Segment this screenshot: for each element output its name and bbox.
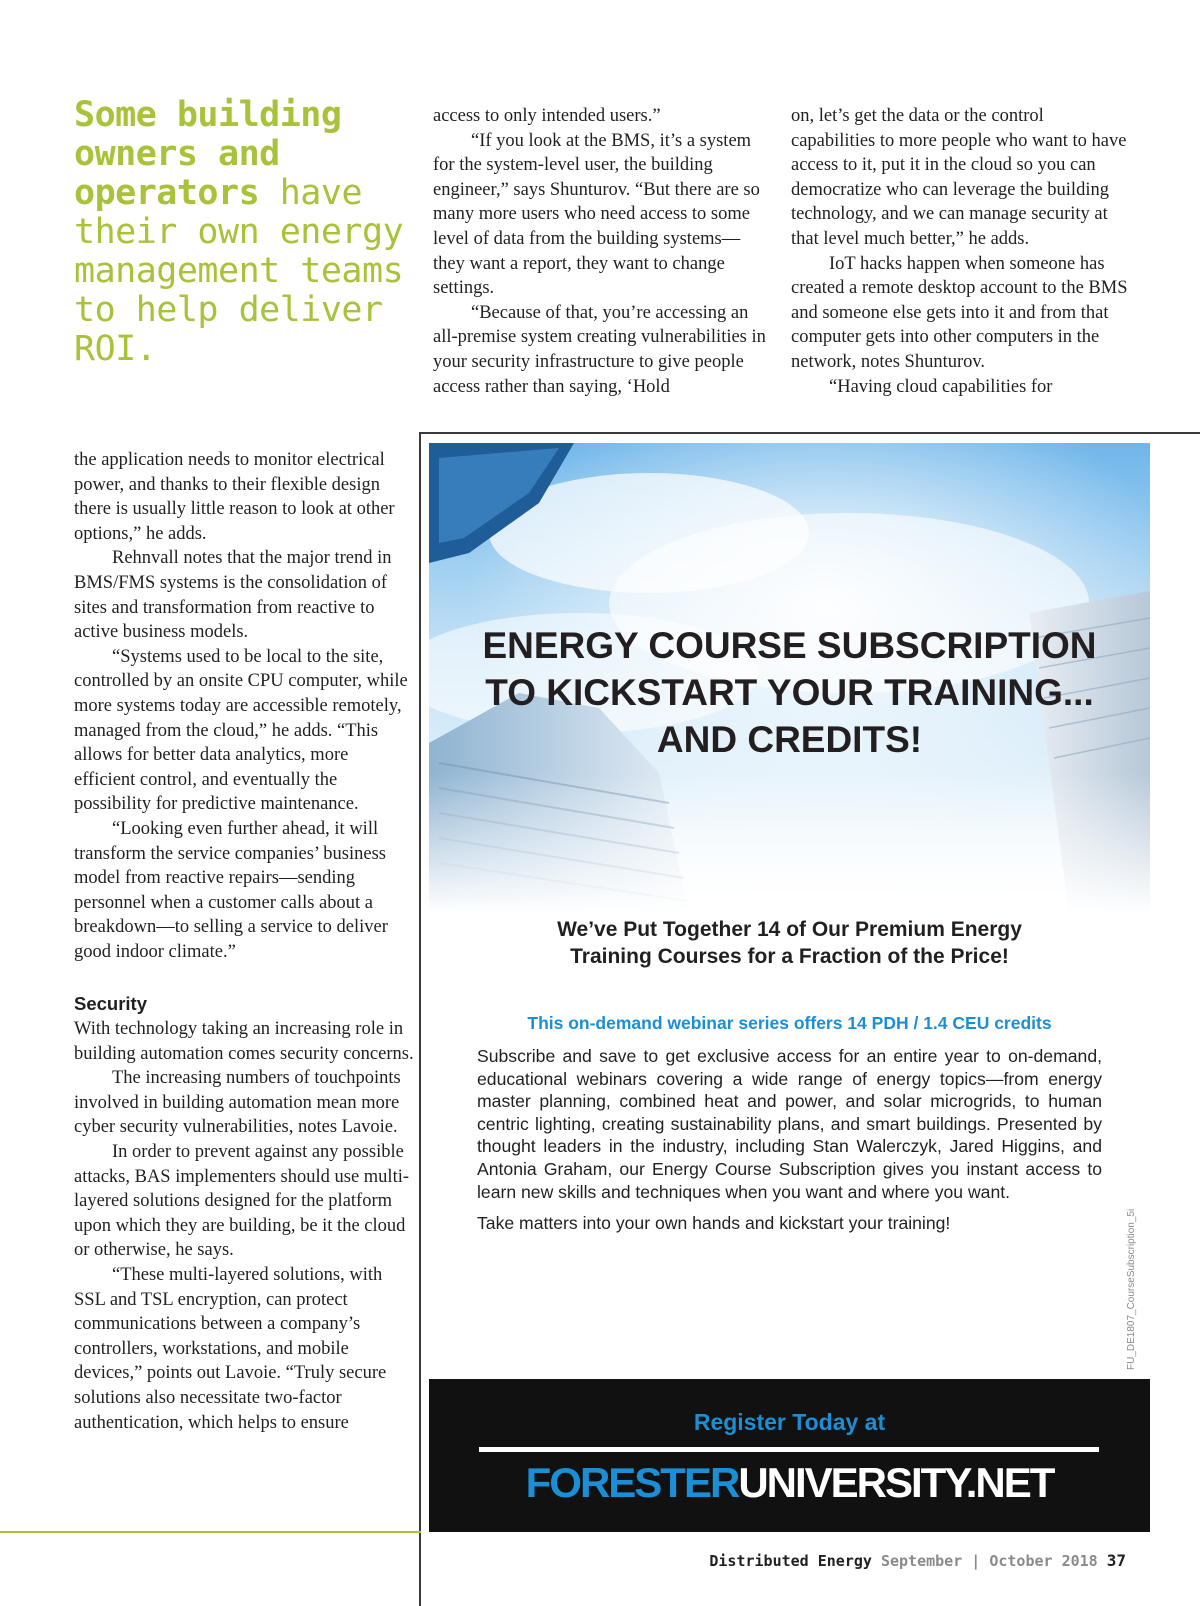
article-paragraph: “Because of that, you’re accessing an all-premise system creating vulnerabilities in your security infrastructure to give people access rather than saying, ‘Hold [433, 302, 766, 397]
ad-subhead-line: Training Courses for a Fraction of the Price! [570, 945, 1009, 968]
article-paragraph: the application needs to monitor electrical power, and thanks to their flexible design there is usually little reason to look at other options,” he adds. [74, 450, 395, 544]
article-column-top-middle [433, 104, 769, 399]
pull-quote-regular: have their own energy management teams to help deliver ROI. [74, 173, 404, 369]
article-paragraph: With technology taking an increasing role in building automation comes security concerns. [74, 1019, 414, 1064]
page-number: 37 [1106, 1551, 1126, 1570]
ad-headline [429, 622, 1150, 763]
ad-subhead [429, 916, 1150, 970]
ad-body-paragraph: Subscribe and save to get exclusive access for an entire year to on-demand, educational webinars covering a wide range of energy topics—from energy master planning, combined heat and power, and solar microgrids, to human centric lighting, creating sustainability plans, and smart buildings. Presented by thought leaders in the industry, including Stan Walerczyk, Jared Higgins, and Antonia Graham, our Energy Course Subscription gives you instant access to learn new skills and techniques when you want and where you want. [477, 1046, 1102, 1202]
article-paragraph: “Systems used to be local to the site, controlled by an onsite CPU computer, while more systems today are accessible remotely, managed from the cloud,” he adds. “This allows for better data analytics, more efficient control, and eventually the possibility for predictive maintenance. [74, 646, 408, 815]
ad-headline-line: TO KICKSTART YOUR TRAINING... [485, 672, 1094, 713]
article-column-left [74, 448, 414, 1435]
ad-frame-top-rule [419, 432, 1200, 434]
page-footer [709, 1551, 1126, 1570]
ad-headline-line: ENERGY COURSE SUBSCRIPTION [482, 625, 1097, 666]
bottom-green-rule [0, 1531, 421, 1533]
ad-frame-left-rule [419, 432, 421, 1606]
ad-call-to-action: Take matters into your own hands and kickstart your training! [477, 1213, 951, 1234]
article-paragraph: “Having cloud capabilities for [829, 376, 1053, 397]
footer-issue-date: September | October 2018 [880, 1552, 1098, 1570]
article-paragraph: IoT hacks happen when someone has created a remote desktop account to the BMS and someone else gets into it and from that computer gets into other computers in the network, notes Shunturov. [791, 253, 1128, 372]
left-column-paragraphs-security [74, 1017, 414, 1435]
forester-university-link[interactable] [429, 1459, 1150, 1507]
ad-subhead-line: We’ve Put Together 14 of Our Premium Energy [557, 918, 1022, 941]
banner-divider [479, 1447, 1099, 1452]
article-paragraph: In order to prevent against any possible attacks, BAS implementers should use multi-layered solutions designed for the platform upon which they are building, be it the cloud or otherwise, he says. [74, 1142, 410, 1261]
url-part-forester: FORESTER [525, 1459, 739, 1506]
pull-quote [74, 96, 419, 369]
pull-quote-bold: Some building owners and operators [74, 95, 342, 213]
section-heading-security: Security [74, 993, 148, 1015]
ad-credits-line: This on-demand webinar series offers 14 PDH / 1.4 CEU credits [527, 1013, 1052, 1033]
article-paragraph: “These multi-layered solutions, with SSL and TSL encryption, can protect communications between a company’s controllers, workstations, and mobile devices,” points out Lavoie. “Truly secure solutions also necessitate two-factor authentication, which helps to ensure [74, 1265, 387, 1433]
article-paragraph: “Looking even further ahead, it will transform the service companies’ business model from reactive repairs—sending personnel when a customer calls about a breakdown—to selling a service to deliver good indoor climate.” [74, 818, 388, 962]
ad-body [477, 1045, 1102, 1244]
ad-headline-line: AND CREDITS! [656, 719, 923, 760]
register-label: Register Today at [693, 1409, 886, 1435]
ad-code-label: FU_DE1807_CourseSubscription_5i [1126, 1208, 1137, 1370]
article-paragraph: on, let’s get the data or the control capabilities to more people who want to have access to it, put it in the cloud so you can democratize who can leverage the building technology, and we can manage security at that level much better,” he adds. [791, 106, 1127, 249]
left-column-paragraphs [74, 448, 414, 964]
article-paragraph: The increasing numbers of touchpoints involved in building automation mean more cyber security vulnerabilities, notes Lavoie. [74, 1068, 401, 1138]
ad-register-banner[interactable] [429, 1379, 1150, 1532]
article-paragraph: “If you look at the BMS, it’s a system for the system-level user, the building engineer,” says Shunturov. “But there are so many more users who need access to some level of data from the building systems—they want a report, they want to change settings. [433, 130, 760, 299]
article-column-top-right [791, 104, 1131, 399]
article-paragraph: access to only intended users.” [433, 106, 661, 126]
footer-magazine-name: Distributed Energy [709, 1552, 872, 1570]
url-part-university: UNIVERSITY.NET [738, 1459, 1054, 1506]
article-paragraph: Rehnvall notes that the major trend in BMS/FMS systems is the consolidation of sites and transformation from reactive to active business models. [74, 548, 392, 643]
